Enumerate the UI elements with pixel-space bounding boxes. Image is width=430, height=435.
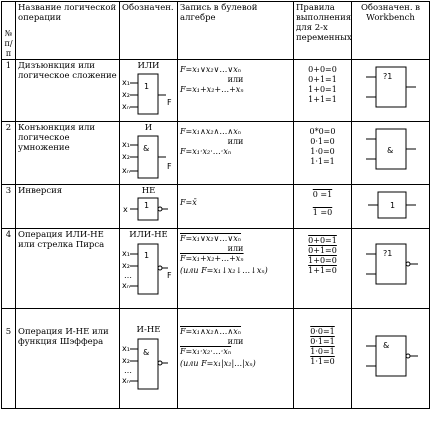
input-dots: … [124,366,132,375]
input-x2: x₂ [122,261,130,270]
header-row [2,2,430,60]
rule: 1 =0 [312,208,333,217]
boolean-formula [178,122,294,185]
table-row [2,122,430,185]
input-x: x [123,205,128,214]
workbench-cell [352,60,430,122]
rule: 0·0=1 [310,327,335,336]
rule: 0*0=0 [309,127,336,136]
operation-name: Операция И-НЕ или функция Шэффера [16,309,120,409]
input-x2: x₂ [122,152,130,161]
workbench-or-gate [354,61,428,117]
header-num: № п/п [2,2,16,60]
boolean-formula [178,309,294,409]
gate-sign: & [143,144,150,153]
formula-line: F=x₁+x₂+…+xₙ [180,254,244,263]
input-x1: x₁ [122,140,130,149]
header-boolean: Запись в булевой алгебре [178,2,294,60]
workbench-nor-gate [354,230,428,300]
row-number: 5 [2,309,16,409]
operation-name: Дизъюнкция или логическое сложение [16,60,120,122]
operation-name: Конъюнкция или логическое умножение [16,122,120,185]
rule: 0+1=0 [308,246,337,255]
rules-cell [294,122,352,185]
rule: 1·1=1 [310,157,335,166]
rules-cell [294,185,352,229]
formula-or: или [227,337,244,346]
input-x2: x₂ [122,356,130,365]
workbench-and-gate [354,123,428,179]
formula-line: F=x̄ [180,198,197,207]
workbench-cell [352,229,430,309]
rule: 1·0=0 [310,147,335,156]
operation-name: Операция ИЛИ-НЕ или стрелка Пирса [16,229,120,309]
input-xn: xₙ [122,166,130,175]
input-x1: x₁ [122,249,130,258]
input-xn: xₙ [122,281,130,290]
workbench-nand-gate [354,310,428,400]
input-x1: x₁ [122,344,130,353]
gate-sign: 1 [144,251,150,260]
row-number: 3 [2,185,16,229]
rule: 0+0=1 [308,236,337,245]
gate-title: НЕ [141,186,156,196]
rule: 0·1=0 [310,137,335,146]
output-f: F [167,271,172,280]
rule: 1+0=1 [308,85,337,94]
rule: 1·0=1 [310,347,335,356]
formula-line: F=x₁∨x₂∨…∨xₙ [180,234,242,243]
formula-line: (или F=x₁|x₂|…|xₙ) [180,359,256,368]
formula-or: или [227,137,244,146]
row-number: 2 [2,122,16,185]
gate-sign: 1 [144,201,150,210]
output-f: F [167,162,172,171]
header-workbench: Обозначен. в Workbench [352,2,430,60]
rule: 1+1=0 [308,266,337,275]
input-dots: … [124,271,132,280]
rule: 1+1=1 [308,95,337,104]
header-rules: Правила выполнения для 2-х переменных [294,2,352,60]
rule: 1+0=0 [308,256,337,265]
formula-or: или [227,244,244,253]
input-xn: xₙ [122,376,130,385]
rule: 0·1=1 [310,337,335,346]
boolean-formula [178,229,294,309]
table-row [2,229,430,309]
workbench-not-gate [354,186,428,226]
workbench-cell [352,185,430,229]
gate-title: ИЛИ-НЕ [129,230,168,240]
gate-title: И-НЕ [136,325,161,335]
table-row [2,309,430,409]
formula-line: F=x₁∨x₂∨…∨xₙ [180,65,242,74]
wb-sign: 1 [390,201,396,210]
nor-gate-symbol [122,240,176,304]
workbench-cell [352,309,430,409]
wb-sign: ?1 [383,72,393,81]
gate-sign: 1 [144,82,150,91]
gate-symbol-cell [120,60,178,122]
formula-line: F=x₁+x₂+…+xₙ [180,85,244,94]
rule: 0 =1 [312,190,333,199]
header-name: Название логической операции [16,2,120,60]
gate-title: ИЛИ [137,61,160,71]
row-number: 1 [2,60,16,122]
formula-or: или [227,75,244,84]
gate-symbol-cell [120,309,178,409]
rules-cell [294,229,352,309]
workbench-cell [352,122,430,185]
table-row [2,60,430,122]
rule: 1·1=0 [310,357,335,366]
wb-sign: & [387,146,394,155]
formula-line: F=x₁∧x₂∧…∧xₙ [180,127,242,136]
header-symbol: Обозначен. [120,2,178,60]
table-row [2,185,430,229]
operation-name: Инверсия [16,185,120,229]
formula-line: F=x₁·x₂·…·xₙ [180,347,232,356]
output-f: F [167,98,172,107]
formula-line: F=x₁∧x₂∧…∧xₙ [180,327,242,336]
boolean-formula [178,60,294,122]
and-gate-symbol [122,133,176,183]
input-xn: xₙ [122,102,130,111]
or-gate-symbol [122,71,176,119]
rules-cell [294,60,352,122]
input-x2: x₂ [122,90,130,99]
wb-sign: ?1 [383,249,393,258]
rule: 0+0=0 [308,65,337,74]
formula-line: F=x₁·x₂·…·xₙ [180,147,232,156]
not-gate-symbol [122,196,176,224]
gate-title: И [144,123,153,133]
gate-symbol-cell [120,122,178,185]
rule: 0+1=1 [308,75,337,84]
nand-gate-symbol [122,335,176,399]
gate-symbol-cell [120,229,178,309]
boolean-formula [178,185,294,229]
rules-cell [294,309,352,409]
formula-line: (или F=x₁↓x₂↓…↓xₙ) [180,266,268,275]
gate-sign: & [143,348,150,357]
logic-operations-table [1,1,430,409]
input-x1: x₁ [122,78,130,87]
wb-sign: & [383,341,390,350]
row-number: 4 [2,229,16,309]
gate-symbol-cell [120,185,178,229]
